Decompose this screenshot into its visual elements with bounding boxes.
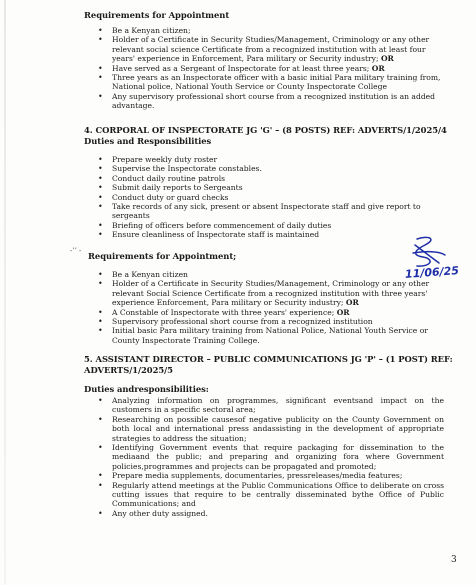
ad-duties-list [98,396,444,518]
list-item: • Be a Kenyan citizen; [98,26,444,35]
assistant-director-ref: ADVERTS/1/2025/5 [84,365,173,375]
list-item: • Prepare weekly duty roster [98,155,444,164]
list-item: • A Constable of Inspectorate with three years' experience; OR [98,308,438,317]
list-item: • Researching on possible causesof negative publicity on the County Government on both local and international press andassisting in the development of appropriate strategies to address the situation; [98,415,444,443]
stray-mark: -’’ - [70,247,82,255]
list-item: • Ensure cleanliness of Inspectorate staff is maintained [98,230,444,239]
list-item: • Take records of any sick, present or absent Inspectorate staff and give report to sergeants [98,202,444,221]
signature-date: 11/06/25 [404,264,460,281]
list-item: • Supervise the Inspectorate constables. [98,164,444,173]
requirements-list [98,26,444,111]
duties-heading: Duties and Responsibilities [84,136,212,146]
list-item: • Conduct duty or guard checks [98,193,444,202]
list-item: • Analyzing information on programmes, significant eventsand impact on the customers in a specific sectoral area; [98,396,444,415]
list-item: • Supervisory professional short course from a recognized institution [98,317,438,326]
list-item: • Three years as an Inspectorate officer with a basic initial Para military training from, National police, National Youth Service or County Inspectorate College [98,73,444,92]
page-number: 3 [451,555,457,565]
list-item: • Be a Kenyan citizen [98,270,438,279]
requirements-heading-2: Requirements for Appointment; [88,251,237,261]
corporal-heading: 4. CORPORAL OF INSPECTORATE JG 'G' – (8 POSTS) REF: ADVERTS/1/2025/4 [84,125,447,135]
requirements-heading: Requirements for Appointment [84,10,230,20]
list-item: • Any supervisory professional short course from a recognized institution is an added advantage. [98,92,444,111]
list-item: • Initial basic Para military training from National Police, National Youth Service or County Inspectorate Training College. [98,326,438,345]
list-item: • Have served as a Sergeant of Inspectorate for at least three years; OR [98,64,444,73]
list-item: • Identifying Government events that require packaging for dissemination to the mediaand the public; and preparing and organizing fora where Government policies,programmes and projects can be propagated and promoted; [98,443,444,471]
ad-duties-heading: Duties andresponsibilities: [84,384,209,394]
list-item: • Regularly attend meetings at the Public Communications Office to deliberate on cross cutting issues that require to be centrally disseminated bythe Office of Public Communications; and [98,481,444,509]
list-item: • Submit daily reports to Sergeants [98,183,444,192]
list-item: • Holder of a Certificate in Security Studies/Management, Criminology or any other relevant Social Science Certificate from a recognized institution with three years' experience Enforcement, Para military or Security industry; OR [98,279,438,307]
page-crease [4,0,6,585]
requirements-list-2 [98,270,438,345]
list-item: • Prepare media supplements, documentaries, pressreleases/media features; [98,471,444,480]
list-item: • Briefing of officers before commencement of daily duties [98,221,444,230]
list-item: • Conduct daily routine patrols [98,174,444,183]
assistant-director-heading: 5. ASSISTANT DIRECTOR – PUBLIC COMMUNICATIONS JG 'P' – (1 POST) REF: [84,354,453,364]
list-item: • Holder of a Certificate in Security Studies/Management, Criminology or any other relevant social science Certificate from a recognized institution with at least four years' experience in Enforcement, Para military or Security industry; OR [98,35,444,63]
list-item: • Any other duty assigned. [98,509,444,518]
duties-list [98,155,444,240]
